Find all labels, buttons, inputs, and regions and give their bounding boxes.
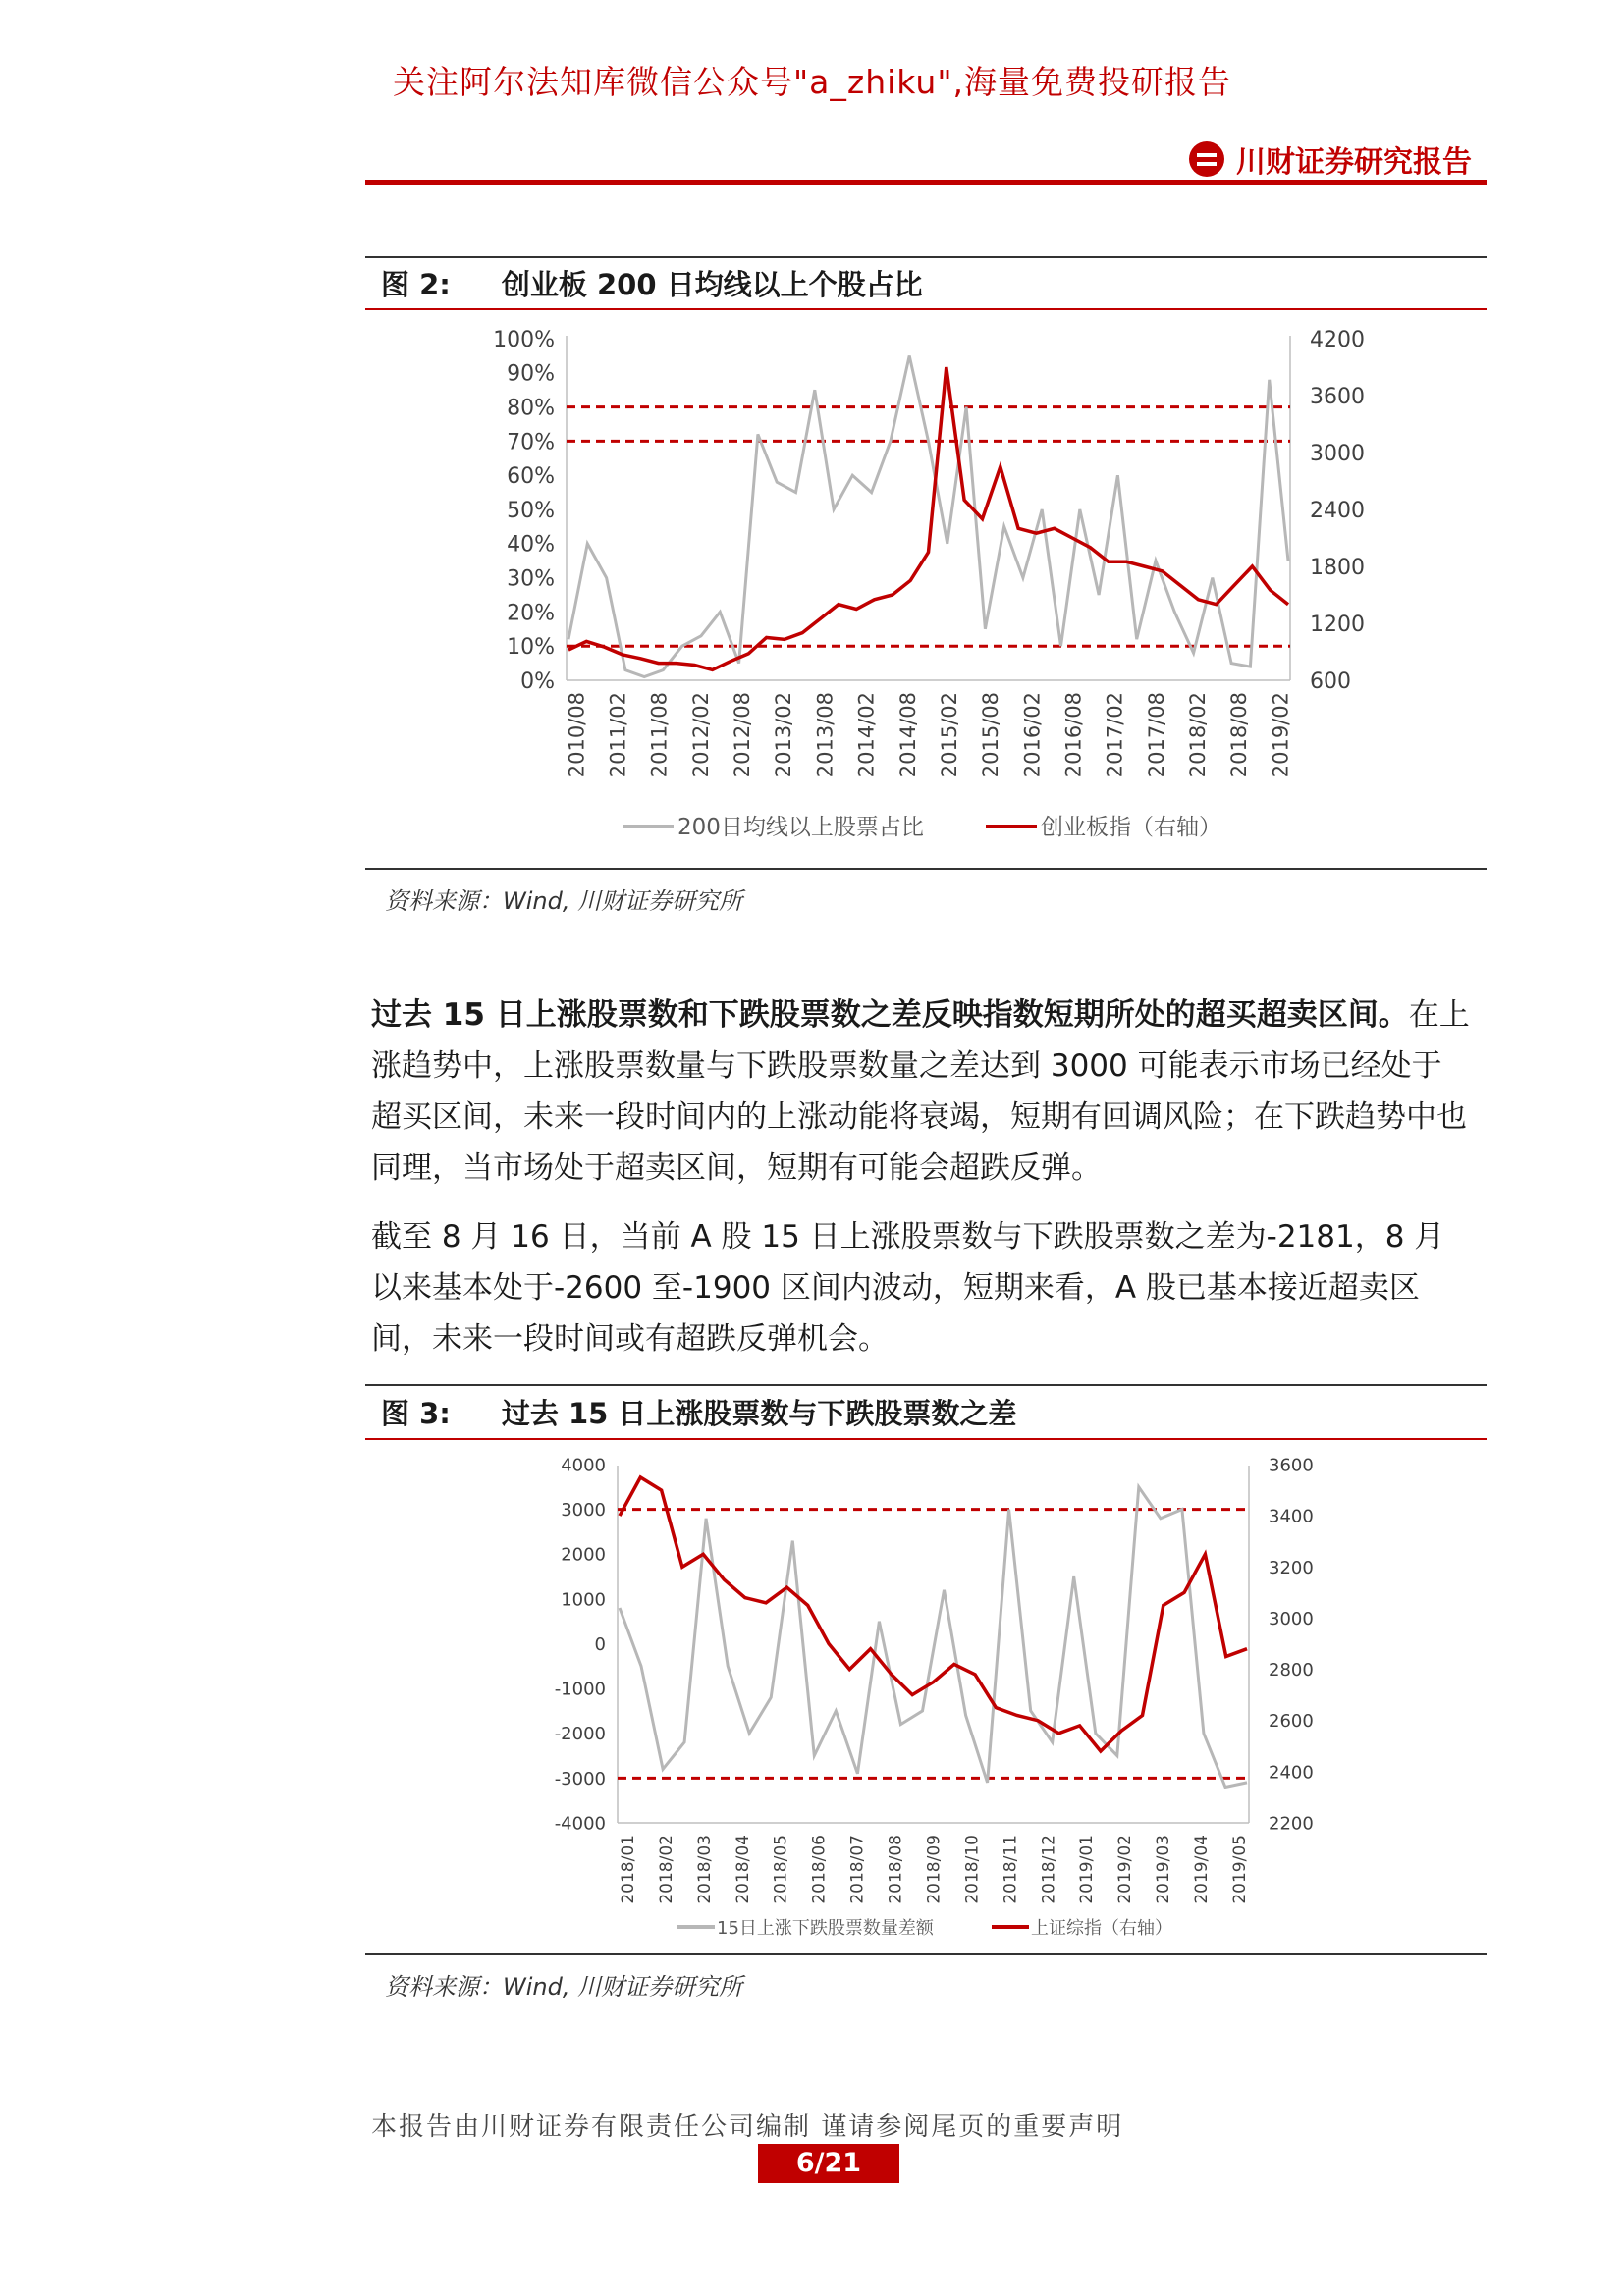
left-tick-label: 1000 — [561, 1589, 606, 1611]
x-tick-label: 2018/02 — [656, 1835, 677, 1904]
fig3-top-rule — [365, 1384, 1487, 1386]
paragraph-1-lead: 过去 15 日上涨股票数和下跌股票数之差反映指数短期所处的超买超卖区间。 — [371, 997, 1409, 1033]
x-tick-label: 2018/12 — [1039, 1835, 1059, 1904]
fig2-legend-label-red: 创业板指（右轴） — [1041, 815, 1221, 840]
fig3-number: 图 3: — [381, 1397, 451, 1430]
right-tick-label: 4200 — [1310, 327, 1365, 352]
left-tick-label: 0% — [520, 668, 555, 694]
x-tick-label: 2019/03 — [1154, 1835, 1174, 1904]
right-tick-label: 600 — [1310, 668, 1351, 694]
x-tick-label: 2018/05 — [771, 1835, 791, 1904]
fig2-legend-label-grey: 200日均线以上股票占比 — [677, 815, 924, 840]
fig2-title — [381, 263, 923, 303]
fig2-chart — [365, 314, 1487, 864]
x-tick-label: 2017/08 — [1144, 692, 1168, 778]
x-tick-label: 2016/02 — [1020, 692, 1045, 778]
left-tick-label: 100% — [493, 327, 555, 352]
x-tick-label: 2014/02 — [854, 692, 879, 778]
right-tick-label: 2200 — [1269, 1813, 1314, 1835]
page-number: 6/21 — [758, 2144, 899, 2183]
right-tick-label: 3600 — [1310, 384, 1365, 409]
fig3-title-rule — [365, 1438, 1487, 1440]
left-tick-label: -2000 — [554, 1724, 606, 1745]
x-tick-label: 2010/08 — [565, 692, 589, 778]
fig3-series-adv-dec-diff — [620, 1487, 1247, 1788]
x-tick-label: 2019/05 — [1229, 1835, 1250, 1904]
x-tick-label: 2012/02 — [688, 692, 713, 778]
left-tick-label: 90% — [507, 361, 555, 387]
x-tick-label: 2018/10 — [962, 1835, 983, 1904]
left-tick-label: 0 — [594, 1633, 606, 1655]
x-tick-label: 2012/08 — [731, 692, 755, 778]
x-tick-label: 2019/02 — [1269, 692, 1293, 778]
left-tick-label: -3000 — [554, 1768, 606, 1789]
fig2-legend — [623, 815, 1221, 840]
fig2-title-text: 创业板 200 日均线以上个股占比 — [501, 268, 923, 301]
x-tick-label: 2014/08 — [895, 692, 920, 778]
left-tick-label: 3000 — [561, 1500, 606, 1522]
left-tick-label: 4000 — [561, 1455, 606, 1476]
x-tick-label: 2018/09 — [924, 1835, 945, 1904]
footer-disclaimer: 本报告由川财证券有限责任公司编制 谨请参阅尾页的重要声明 — [371, 2112, 1124, 2142]
fig2-top-rule — [365, 256, 1487, 258]
fig3-legend-label-red: 上证综指（右轴） — [1031, 1918, 1172, 1939]
left-tick-label: -4000 — [554, 1813, 606, 1835]
x-tick-label: 2015/08 — [979, 692, 1003, 778]
header-rule — [365, 180, 1487, 185]
x-tick-label: 2018/03 — [694, 1835, 715, 1904]
x-tick-label: 2011/02 — [606, 692, 630, 778]
x-tick-label: 2019/04 — [1192, 1835, 1213, 1904]
x-tick-label: 2016/08 — [1061, 692, 1086, 778]
right-tick-label: 3200 — [1269, 1557, 1314, 1578]
fig3-series-sse-composite — [620, 1477, 1247, 1751]
x-tick-label: 2018/04 — [732, 1835, 753, 1904]
paragraph-1 — [371, 989, 1471, 1194]
right-tick-label: 2400 — [1269, 1762, 1314, 1784]
x-tick-label: 2018/11 — [1001, 1835, 1021, 1904]
fig2-bottom-rule — [365, 868, 1487, 870]
right-tick-label: 2800 — [1269, 1660, 1314, 1682]
right-tick-label: 2400 — [1310, 498, 1365, 523]
fig2-series-share-above-ma200 — [568, 355, 1288, 676]
x-tick-label: 2013/02 — [772, 692, 796, 778]
paragraph-1-body: 在上涨趋势中，上涨股票数量与下跌股票数量之差达到 3000 可能表示市场已经处于超买区间，未来一段时间内的上涨动能将衰竭，短期有回调风险；在下跌趋势中也同理，当市场处于超卖区间，短期有可能会超跌反弹。 — [371, 997, 1470, 1186]
fig2-number: 图 2: — [381, 268, 451, 301]
x-tick-label: 2013/08 — [813, 692, 838, 778]
brand-name: 川财证券研究报告 — [1236, 145, 1472, 180]
left-tick-label: 80% — [507, 396, 555, 421]
fig2-source: 资料来源：Wind, 川财证券研究所 — [385, 887, 743, 915]
left-tick-label: 2000 — [561, 1544, 606, 1566]
left-tick-label: 60% — [507, 464, 555, 490]
x-tick-label: 2011/08 — [647, 692, 672, 778]
right-tick-label: 1800 — [1310, 555, 1365, 580]
right-tick-label: 3000 — [1269, 1608, 1314, 1629]
x-tick-label: 2018/08 — [1227, 692, 1252, 778]
left-tick-label: 20% — [507, 601, 555, 626]
x-tick-label: 2019/01 — [1077, 1835, 1098, 1904]
x-tick-label: 2015/02 — [937, 692, 961, 778]
left-tick-label: -1000 — [554, 1679, 606, 1700]
x-tick-label: 2018/07 — [847, 1835, 868, 1904]
brand-logo-icon — [1189, 141, 1224, 177]
fig3-chart — [365, 1443, 1487, 1949]
fig3-legend — [677, 1918, 1172, 1939]
left-tick-label: 40% — [507, 532, 555, 558]
fig3-legend-label-grey: 15日上涨下跌股票数量差额 — [717, 1918, 934, 1939]
x-tick-label: 2018/02 — [1185, 692, 1210, 778]
header-banner: 关注阿尔法知库微信公众号"a_zhiku",海量免费投研报告 — [393, 63, 1231, 101]
x-tick-label: 2018/06 — [809, 1835, 830, 1904]
left-tick-label: 50% — [507, 498, 555, 523]
left-tick-label: 10% — [507, 635, 555, 661]
right-tick-label: 2600 — [1269, 1711, 1314, 1733]
right-tick-label: 3000 — [1310, 441, 1365, 466]
x-tick-label: 2019/02 — [1115, 1835, 1136, 1904]
brand — [1189, 137, 1472, 181]
fig3-title-text: 过去 15 日上涨股票数与下跌股票数之差 — [501, 1397, 1017, 1430]
right-tick-label: 3600 — [1269, 1455, 1314, 1476]
fig3-bottom-rule — [365, 1953, 1487, 1955]
fig3-source: 资料来源：Wind, 川财证券研究所 — [385, 1973, 743, 2001]
fig2-title-rule — [365, 308, 1487, 310]
x-tick-label: 2018/01 — [618, 1835, 638, 1904]
right-tick-label: 3400 — [1269, 1506, 1314, 1527]
paragraph-2: 截至 8 月 16 日，当前 A 股 15 日上涨股票数与下跌股票数之差为-2181，8 月以来基本处于-2600 至-1900 区间内波动，短期来看，A 股已基本接近超卖区间，未来一段时间或有超跌反弹机会。 — [371, 1219, 1445, 1357]
left-tick-label: 30% — [507, 566, 555, 592]
fig3-title — [381, 1392, 1016, 1432]
left-tick-label: 70% — [507, 430, 555, 455]
x-tick-label: 2018/08 — [886, 1835, 906, 1904]
right-tick-label: 1200 — [1310, 612, 1365, 637]
x-tick-label: 2017/02 — [1103, 692, 1127, 778]
